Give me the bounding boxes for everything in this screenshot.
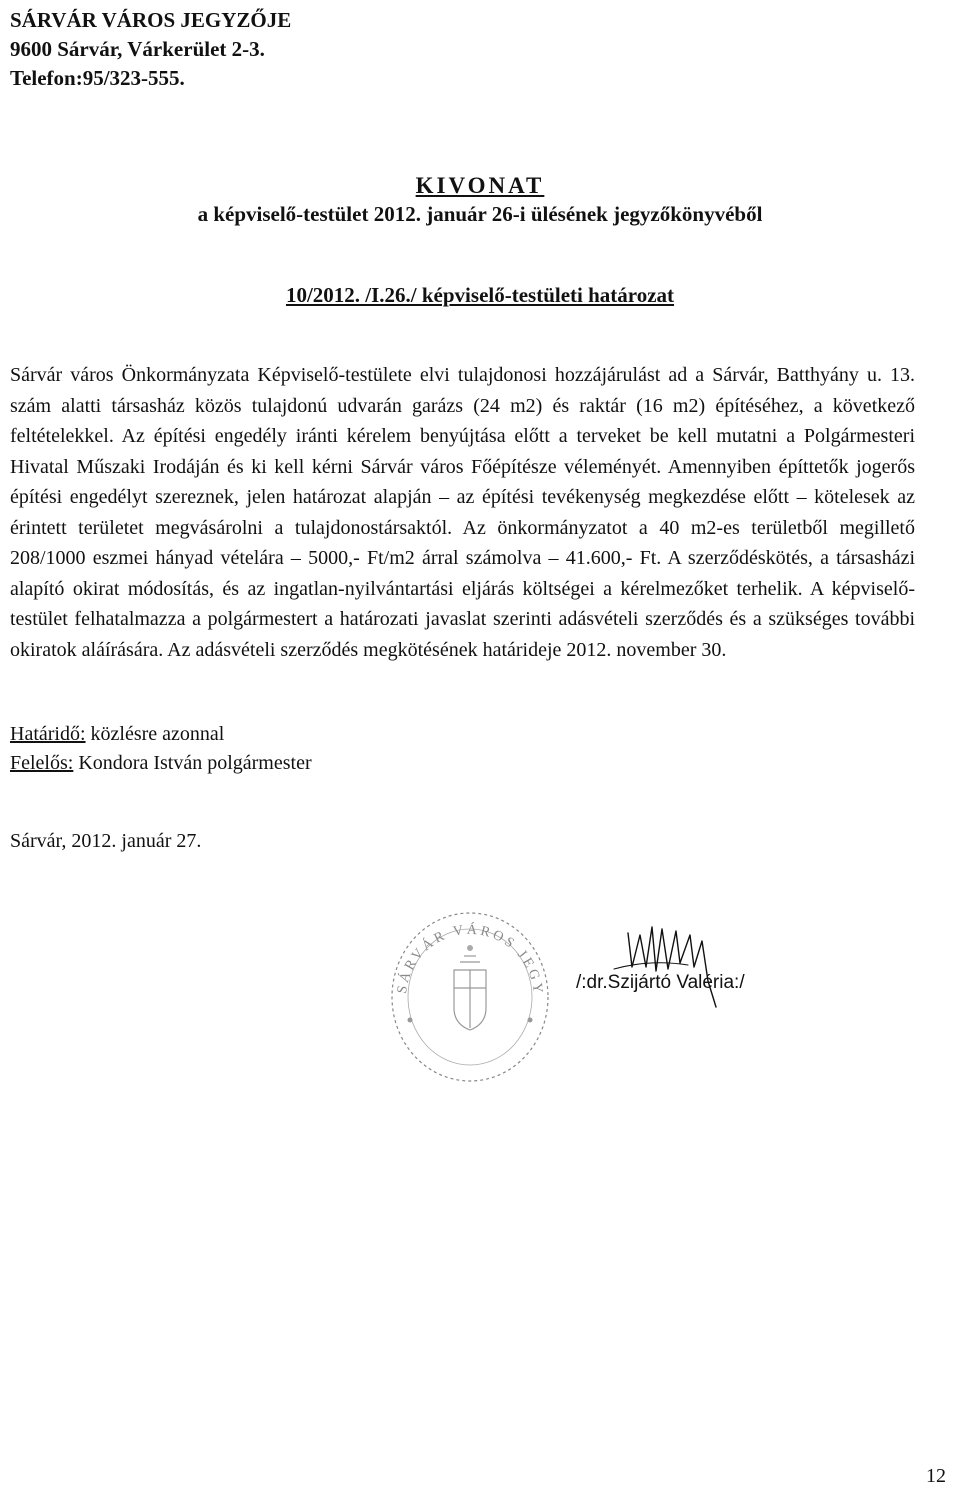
handwritten-signature [610, 905, 740, 1015]
deadline-value: közlésre azonnal [85, 723, 225, 745]
deadline-label: Határidő: [10, 723, 86, 745]
responsible-line [10, 749, 312, 778]
resolution-number: 10/2012. /I.26./ képviselő-testületi határozat [285, 283, 675, 307]
office-address: 9600 Sárvár, Várkerület 2-3. [10, 37, 265, 61]
responsible-value: Kondora István polgármester [73, 752, 312, 774]
extract-subtitle: a képviselő-testület 2012. január 26-i ülésének jegyzőkönyvéből [197, 202, 763, 226]
svg-text:SÁRVÁR VÁROS JEGYZŐJE [380, 900, 545, 997]
office-name: SÁRVÁR VÁROS JEGYZŐJE [10, 8, 292, 32]
extract-title: KIVONAT [415, 173, 545, 198]
responsible-label: Felelős: [10, 752, 74, 774]
letterhead [10, 6, 291, 93]
stamp-text: SÁRVÁR VÁROS JEGY [395, 922, 546, 998]
official-stamp [380, 900, 560, 1090]
office-phone: Telefon:95/323-555. [10, 66, 185, 90]
resolution-body: Sárvár város Önkormányzata Képviselő-testülete elvi tulajdonosi hozzájárulást ad a Sárvár, Batthyány u. 13. szám alatti társasház közös tulajdonú udvarán garázs (24 m2) és raktár (16 m2) építéséhez, a következő feltételekkel. Az építési engedély iránti kérelem benyújtása előtt a terveket be kell mutatni a Polgármesteri Hivatal Műszaki Irodáján és ki kell kérni Sárvár város Főépítésze véleményét. Amennyiben építtetők jogerős építési engedélyt szereznek, jelen határozat alapján – az építési tevékenység megkezdése előtt – kötelesek az érintett területet megvásárolni a tulajdonostársaktól. Az önkormányzatot a 40 m2-es területből megillető 208/1000 eszmei hányad vételára – 5000,- Ft/m2 árral számolva – 41.600,- Ft. A szerződéskötés, a társasházi alapító okirat módosítás, és az ingatlan-nyilvántartási eljárás költségei a kérelmezőket terhelik. A képviselő-testület felhatalmazza a polgármestert a határozati javaslat szerinti adásvételi szerződés és a szükséges további okiratok aláírására. Az adásvételi szerződés megkötésének határideje 2012. november 30. [10, 364, 915, 661]
stamp-seal-icon [380, 900, 560, 1090]
signatory-name: /:dr.Szijártó Valéria:/ [576, 972, 745, 993]
deadline-line [10, 720, 312, 749]
place-date: Sárvár, 2012. január 27. [10, 830, 202, 852]
extract-heading [0, 172, 960, 228]
resolution-meta [10, 720, 312, 778]
page-number: 12 [926, 1465, 946, 1487]
